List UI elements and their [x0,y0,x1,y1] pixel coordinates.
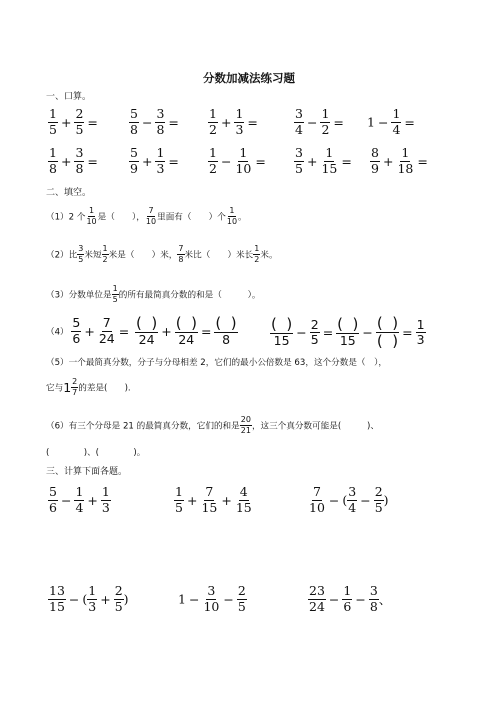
fraction: $\frac{3}{8}$ [369,583,378,614]
oral-item: $\frac{5}{9}$ + $\frac{1}{3}$ = [130,145,179,176]
fill-question-3: （3）分数单位是 $\frac{1}{5}$ 的所有最简真分数的和是（ ）。 [46,284,261,304]
blank-fraction: ( ) 15 [271,315,293,349]
fraction: $\frac{1}{3}$ [156,145,165,176]
fraction: $\frac{7}{24}$ [98,315,115,346]
fraction: $\frac{7}{10}$ [145,206,157,226]
blank-fraction: ( ) 24 [135,314,158,347]
fraction: $\frac{1}{5}$ [112,284,118,304]
oral-item: 1 − $\frac{1}{4}$ = [367,106,415,137]
fraction: $\frac{1}{2}$ [321,106,330,137]
fraction: $\frac{1}{3}$ [235,106,244,137]
fraction: $\frac{2}{5}$ [114,583,123,614]
fraction: $\frac{8}{9}$ [371,145,379,176]
fill-question-6-line-2: ( )、( )。 [46,448,146,458]
fraction: $\frac{5}{8}$ [130,106,138,137]
fraction: $\frac{1}{3}$ [416,316,425,347]
fill-question-5: （5）一个最简真分数，分子与分母相差 2，它们的最小公倍数是 63，这个分数是（ ）， [46,358,388,368]
fraction: $\frac{2}{5}$ [75,106,84,137]
fill-question-4-part-2: ( ) 15 − $\frac{2}{5}$ = ( ) 15 − ( ) ( ) = $\frac{1}{3}$ [271,314,425,350]
fraction: $\frac{23}{24}$ [309,583,325,614]
fraction: $\frac{7}{10}$ [309,484,325,515]
blank-fraction: ( ) 8 [215,314,237,347]
oral-item: $\frac{5}{8}$ − $\frac{3}{8}$ = [130,106,179,137]
oral-item: $\frac{1}{2}$ + $\frac{1}{3}$ = [209,106,258,137]
calc-item: $\frac{5}{6}$ − $\frac{1}{4}$ + $\frac{1}{3}$ [49,484,110,515]
fraction: $\frac{1}{10}$ [235,145,252,176]
fill-question-4: （4） $\frac{5}{6}$ + $\frac{7}{24}$ = ( ) 24 + ( ) 24 = ( ) 8 [46,314,237,347]
fraction: $\frac{1}{4}$ [75,484,84,515]
fraction: $\frac{1}{3}$ [88,583,97,614]
fraction: $\frac{3}{5}$ [78,244,84,264]
fraction: $\frac{7}{15}$ [201,484,218,515]
blank-fraction: ( ) 15 [337,315,359,349]
fraction: $\frac{1}{2}$ [102,244,108,264]
calc-item: $\frac{23}{24}$ − $\frac{1}{6}$ − $\frac{3}{8}$ 、 [309,583,392,614]
calc-item: $\frac{1}{5}$ + $\frac{7}{15}$ + $\frac{4}{15}$ [175,484,252,515]
oral-item: $\frac{3}{4}$ − $\frac{1}{2}$ = [295,106,344,137]
fraction: $\frac{3}{8}$ [156,106,165,137]
fraction: $\frac{1}{15}$ [321,145,338,176]
oral-item: $\frac{1}{2}$ − $\frac{1}{10}$ = [209,145,266,176]
fraction: $\frac{4}{15}$ [235,484,252,515]
calc-item: $\frac{13}{15}$ − ( $\frac{1}{3}$ + $\frac{2}{5}$ ) [49,583,129,614]
fraction: $\frac{1}{4}$ [392,106,401,137]
oral-item: $\frac{1}{5}$ + $\frac{2}{5}$ = [49,106,98,137]
fraction: $\frac{1}{6}$ [343,583,352,614]
page-title: 分数加减法练习题 [203,71,295,85]
section-oral-heading: 一、口算。 [46,92,92,102]
blank-fraction: ( ) 24 [175,314,197,347]
blank-fraction: ( ) ( ) [376,314,399,350]
fraction: $\frac{1}{2}$ [254,244,260,264]
oral-item: $\frac{8}{9}$ + $\frac{1}{18}$ = [371,145,428,176]
fraction: $\frac{2}{5}$ [237,583,246,614]
fraction: $\frac{13}{15}$ [49,583,65,614]
fraction: $\frac{1}{3}$ [101,484,110,515]
calc-item: $\frac{7}{10}$ − ( $\frac{3}{4}$ − $\frac{2}{5}$ ) [309,484,389,515]
fraction: $\frac{1}{5}$ [49,106,57,137]
fraction: $\frac{5}{6}$ [49,484,57,515]
fill-question-5-line-2: 它与1 $\frac{2}{7}$ 的差是( ). [46,377,131,397]
fraction: $\frac{5}{9}$ [130,145,138,176]
oral-item: $\frac{3}{5}$ + $\frac{1}{15}$ = [295,145,352,176]
fraction: $\frac{3}{10}$ [203,583,220,614]
oral-item: $\frac{1}{8}$ + $\frac{3}{8}$ = [49,145,98,176]
fraction: $\frac{1}{18}$ [397,145,414,176]
fraction: $\frac{1}{2}$ [209,145,217,176]
section-calc-heading: 三、计算下面各题。 [46,467,128,477]
calc-item: 1 − $\frac{3}{10}$ − $\frac{2}{5}$ [178,583,246,614]
fraction: $\frac{1}{10}$ [86,206,97,226]
fraction: $\frac{3}{8}$ [75,145,84,176]
fraction: $\frac{5}{6}$ [72,315,81,346]
fraction: $\frac{1}{2}$ [209,106,217,137]
fraction: $\frac{7}{8}$ [178,244,184,264]
fraction: $\frac{2}{5}$ [374,484,383,515]
fraction: $\frac{3}{5}$ [295,145,303,176]
fraction: $\frac{2}{7}$ [72,377,78,397]
fill-question-1: （1）2 个 $\frac{1}{10}$ 是（ ）， $\frac{7}{10}$ 里面有（ ）个 $\frac{1}{10}$ 。 [46,206,247,226]
section-fill-heading: 二、填空。 [46,188,92,198]
fill-question-2: （2）比 $\frac{3}{5}$ 米短 $\frac{1}{2}$ 米是（ ）米， $\frac{7}{8}$ 米比（ ）米长 $\frac{1}{2}$ 米。 [46,244,278,264]
fraction: $\frac{2}{5}$ [310,316,319,347]
fraction: $\frac{1}{8}$ [49,145,57,176]
fraction: $\frac{1}{5}$ [175,484,183,515]
fraction: $\frac{3}{4}$ [348,484,357,515]
fraction: $\frac{1}{10}$ [226,206,238,226]
fraction: $\frac{20}{21}$ [240,415,251,435]
fill-question-6: （6）有三个分母是 21 的最简真分数，它们的和是 $\frac{20}{21}$ ，这三个真分数可能是( )、 [46,415,379,435]
fraction: $\frac{3}{4}$ [295,106,303,137]
